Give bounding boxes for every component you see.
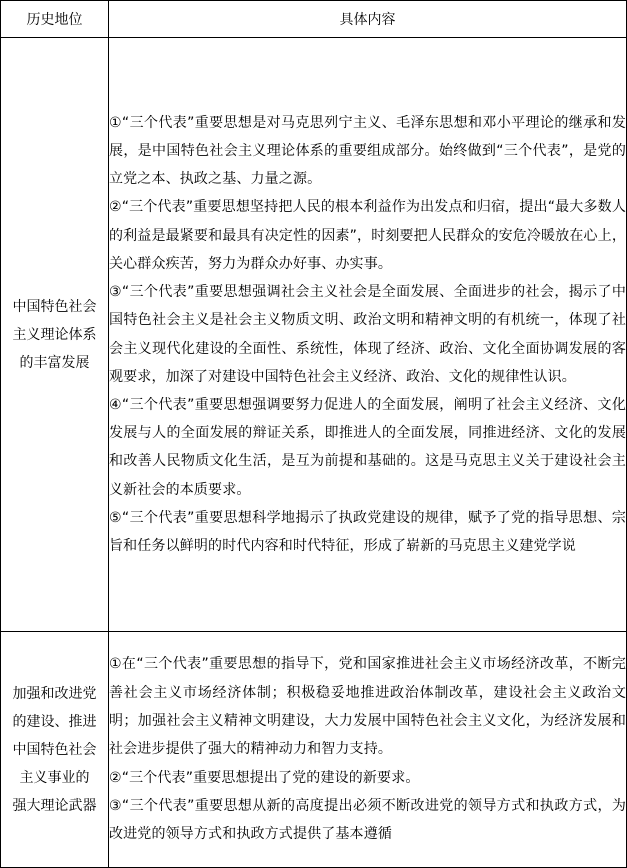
row-label-line: 中国特色社会 — [12, 741, 97, 758]
header-row — [1, 1, 627, 38]
content-paragraph: ③“三个代表”重要思想从新的高度提出必须不断改进党的领导方式和执政方式，为改进党的领导方式和执政方式提供了基本遵循 — [109, 797, 626, 843]
content-paragraph: ⑤“三个代表”重要思想科学地揭示了执政党建设的规律，赋予了党的指导思想、宗旨和任务以鲜明的时代内容和时代特征，形成了崭新的马克思主义建党学说 — [109, 509, 626, 554]
content-paragraph: ②“三个代表”重要思想提出了党的建设的新要求。 — [109, 769, 420, 786]
content-paragraph: ②“三个代表”重要思想坚持把人民的根本利益作为出发点和归宿，提出“最大多数人的利益是最紧要和最具有决定性的因素”，时刻要把人民群众的安危冷暖放在心上，关心群众疾苦，努力为群众办好事、办实事。 — [109, 199, 626, 272]
row-label — [1, 38, 109, 632]
content-paragraph: ③“三个代表”重要思想强调社会主义社会是全面发展、全面进步的社会，揭示了中国特色社会主义是社会主义物质文明、政治文明和精神文明的有机统一，体现了社会主义现代化建设的全面性、系统性，体现了经济、政治、文化全面协调发展的客观要求，加深了对建设中国特色社会主义经济、政治、文化的规律性认识。 — [109, 284, 626, 385]
row-label-line: 主义事业的 — [19, 769, 90, 786]
row-label-line: 中国特色社会 — [12, 298, 97, 315]
content-paragraph: ①在“三个代表”重要思想的指导下，党和国家推进社会主义市场经济改革，不断完善社会主义市场经济体制；积极稳妥地推进政治体制改革，建设社会主义政治文明；加强社会主义精神文明建设，大力发展中国特色社会主义文化，为经济发展和社会进步提供了强大的精神动力和智力支持。 — [109, 656, 626, 758]
row-label-line: 加强和改进党 — [12, 685, 97, 702]
row-label — [1, 632, 109, 868]
header-history-position: 历史地位 — [1, 1, 109, 38]
table-row — [1, 632, 627, 868]
row-content — [109, 632, 627, 868]
row-label-line: 的建设、推进 — [12, 713, 97, 730]
row-content — [109, 38, 627, 632]
content-paragraph: ④“三个代表”重要思想强调要努力促进人的全面发展，阐明了社会主义经济、文化发展与人的全面发展的辩证关系，即推进人的全面发展，同推进经济、文化的发展和改善人民物质文化生活，是互为前提和基础的。这是马克思主义关于建设社会主义新社会的本质要求。 — [109, 396, 626, 498]
header-specific-content: 具体内容 — [109, 1, 627, 38]
table-row — [1, 38, 627, 632]
row-label-line: 的丰富发展 — [19, 354, 90, 371]
row-label-line: 强大理论武器 — [12, 797, 97, 814]
row-label-line: 主义理论体系 — [12, 326, 97, 343]
content-paragraph: ①“三个代表”重要思想是对马克思列宁主义、毛泽东思想和邓小平理论的继承和发展，是中国特色社会主义理论体系的重要组成部分。始终做到“三个代表”，是党的立党之本、执政之基、力量之源。 — [109, 114, 626, 188]
